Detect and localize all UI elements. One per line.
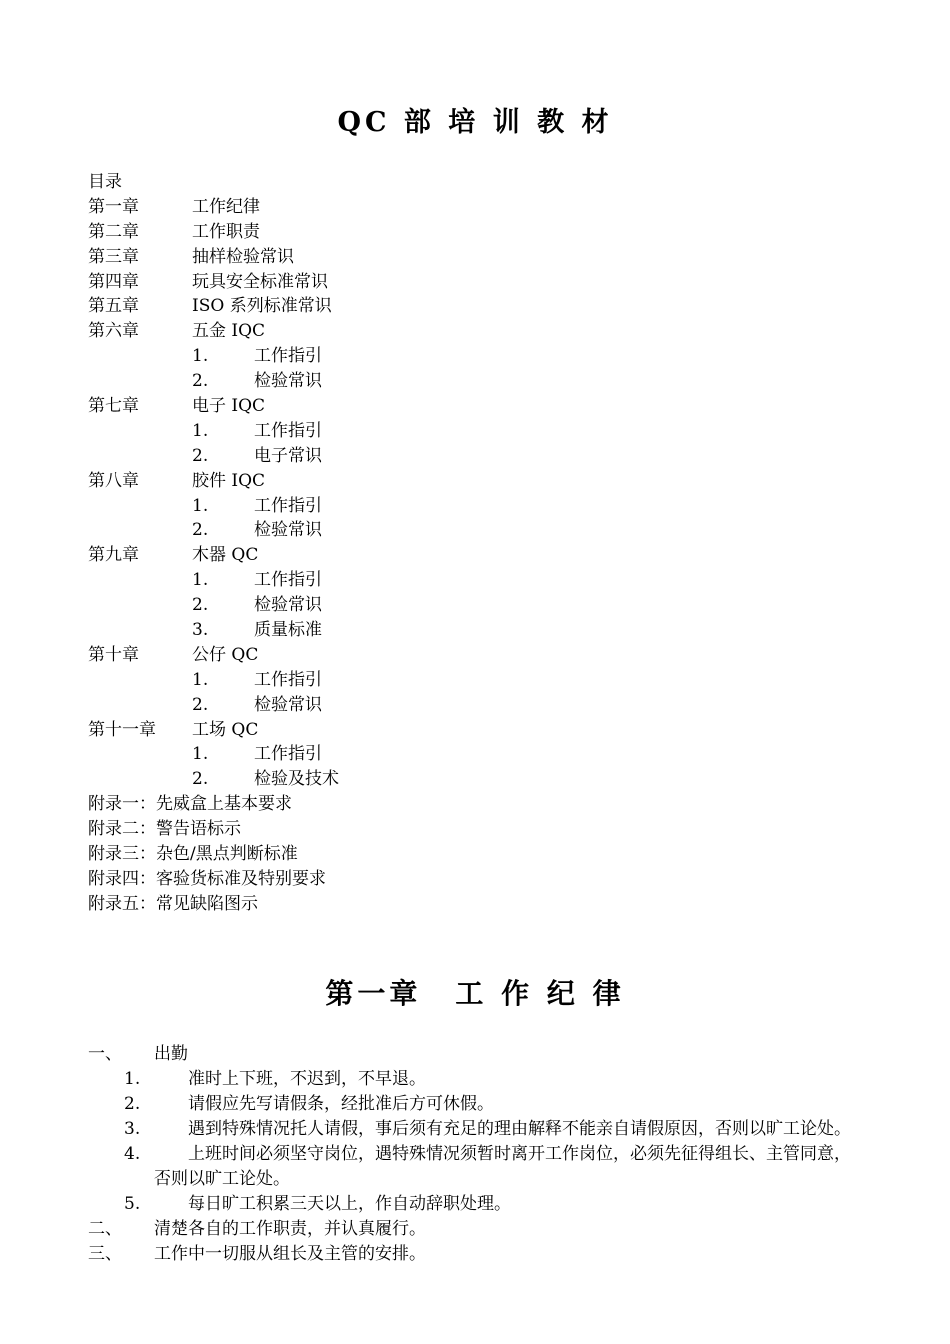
list-item-number: 4. (124, 1144, 141, 1164)
chapter-name: 工 作 纪 律 (455, 977, 625, 1010)
list-item (88, 1117, 858, 1142)
list-item (88, 1092, 858, 1117)
list-item (88, 1142, 858, 1192)
toc-sub-title: 工作指引 (254, 346, 322, 367)
toc-chapter-title: 工作纪律 (192, 196, 260, 217)
toc-appendix: 附录五：常见缺陷图示 (88, 893, 258, 914)
toc-sub-title: 检验常识 (254, 371, 322, 392)
toc-sub-title: 工作指引 (254, 495, 322, 516)
toc-chapter-title: 工作职责 (192, 221, 260, 242)
section-number: 二、 (88, 1219, 122, 1239)
toc-chapter-title: 玩具安全标准常识 (192, 271, 328, 292)
toc-chapter-number: 第十章 (88, 644, 139, 665)
list-item (88, 1192, 858, 1217)
toc-chapter-title: 电子 IQC (192, 396, 266, 417)
toc-chapter-title: 公仔 QC (192, 644, 259, 665)
toc-sub-number: 2. (192, 520, 209, 541)
toc-chapter-title: 工场 QC (192, 719, 259, 740)
toc-sub-title: 检验常识 (254, 694, 322, 715)
toc-sub-number: 1. (192, 669, 209, 690)
section-number: 一、 (88, 1044, 122, 1064)
toc-sub-number: 3. (192, 620, 209, 641)
list-item-text: 遇到特殊情况托人请假，事后须有充足的理由解释不能亲自请假原因，否则以旷工论处。 (188, 1119, 851, 1139)
toc-sub-title: 电子常识 (254, 445, 322, 466)
list-item-number: 3. (124, 1119, 141, 1139)
toc-chapter-number: 第十一章 (88, 719, 156, 740)
toc-chapter-title: 五金 IQC (192, 321, 266, 342)
toc-sub-number: 1. (192, 346, 209, 367)
toc-sub-title: 检验常识 (254, 595, 322, 616)
document-page: QC 部 培 训 教 材 目录 第一章 工作纪律 第二章 工作职责 第三章 抽样检验常识 第四章 玩具安全标准常识 第五章 ISO 系列标准常识 第六章 五金 IQC 1. 工作指引 2. 检验常识 第七章 电子 IQC 1. 工作指引 2. 电子常识 第八章 胶件 IQC 1. 工作指引 2. 检验常识 第九章 木器 QC 1. 工作指引 2. 检验常识 3. 质量标准 第十章 公仔 QC 1. 工作指引 2. 检验常识 第十一章 工场 QC 1. 工作指引 2. 检验及技术 附录一：先威盒上基本要求 附录二：警告语标示 附录三：杂色/黑点判断标准 附录四：客验货标准及特别要求 附录五：常见缺陷图示 第一章 工 作 纪 律 一、 出勤 1. 准时上下班，不迟到，不早退。 2. 请假应先写请假条，经批准后方可休假。 3. 遇到特殊情况托人请假，事后须有充足的理由解释不能亲自请假原因，否则以旷工论处。 4. 上班时间必须坚守岗位，遇特殊情况须暂时离开工作岗位，必须先征得组长、主管同意，否则以旷工论处。 5. 每日旷工积累三天以上，作自动辞职处理。 二、 清楚各自的工作职责，并认真履行。 三、 工作中一切服从组长及主管的安排。 (0, 0, 950, 1344)
document-title: QC 部 培 训 教 材 (337, 107, 613, 138)
list-item-text: 每日旷工积累三天以上，作自动辞职处理。 (188, 1194, 511, 1214)
toc-sub-title: 工作指引 (254, 669, 322, 690)
list-item-number: 2. (124, 1094, 141, 1114)
toc-appendix: 附录三：杂色/黑点判断标准 (88, 844, 298, 865)
toc-sub-number: 2. (192, 769, 209, 790)
toc-chapter-number: 第四章 (88, 271, 139, 292)
toc-chapter-number: 第九章 (88, 545, 139, 566)
toc-sub-title: 工作指引 (254, 420, 322, 441)
toc-chapter-number: 第三章 (88, 246, 139, 267)
toc-sub-title: 检验及技术 (254, 769, 339, 790)
toc-appendix: 附录二：警告语标示 (88, 819, 241, 840)
list-item-text: 上班时间必须坚守岗位，遇特殊情况须暂时离开工作岗位，必须先征得组长、主管同意，否则以旷工论处。 (154, 1144, 851, 1189)
toc-sub-number: 2. (192, 371, 209, 392)
section-text: 工作中一切服从组长及主管的安排。 (154, 1244, 426, 1264)
toc-sub-number: 1. (192, 495, 209, 516)
section-row (88, 1242, 858, 1267)
section-text: 清楚各自的工作职责，并认真履行。 (154, 1219, 426, 1239)
toc-sub-number: 2. (192, 445, 209, 466)
toc-chapter-title: 抽样检验常识 (192, 246, 294, 267)
toc-appendix: 附录四：客验货标准及特别要求 (88, 868, 326, 889)
toc-chapter-title: 胶件 IQC (192, 470, 266, 491)
toc-sub-title: 工作指引 (254, 744, 322, 765)
toc-sub-number: 1. (192, 744, 209, 765)
toc-sub-number: 2. (192, 595, 209, 616)
toc-chapter-title: 木器 QC (192, 545, 259, 566)
toc-chapter-number: 第二章 (88, 221, 139, 242)
list-item (88, 1067, 858, 1092)
list-item-text: 准时上下班，不迟到，不早退。 (188, 1069, 426, 1089)
toc-sub-number: 2. (192, 694, 209, 715)
list-item-number: 1. (124, 1069, 141, 1089)
chapter-title (0, 972, 950, 1012)
section-number: 三、 (88, 1244, 122, 1264)
toc-sub-number: 1. (192, 420, 209, 441)
toc-appendix: 附录一：先威盒上基本要求 (88, 794, 292, 815)
chapter-number: 第一章 (325, 977, 422, 1010)
toc-chapter-number: 第六章 (88, 321, 139, 342)
toc-chapter-number: 第七章 (88, 396, 139, 417)
toc-chapter-title: ISO 系列标准常识 (192, 296, 332, 317)
toc-sub-number: 1. (192, 570, 209, 591)
list-item-number: 5. (124, 1194, 141, 1214)
chapter-body (88, 1042, 858, 1267)
toc-chapter-number: 第八章 (88, 470, 139, 491)
section-row (88, 1042, 858, 1067)
toc-chapter-number: 第五章 (88, 296, 139, 317)
toc-sub-title: 工作指引 (254, 570, 322, 591)
list-item-text: 请假应先写请假条，经批准后方可休假。 (188, 1094, 494, 1114)
section-row (88, 1217, 858, 1242)
toc-sub-title: 检验常识 (254, 520, 322, 541)
toc-chapter-number: 第一章 (88, 196, 139, 217)
toc-sub-title: 质量标准 (254, 620, 322, 641)
section-text: 出勤 (154, 1044, 188, 1064)
